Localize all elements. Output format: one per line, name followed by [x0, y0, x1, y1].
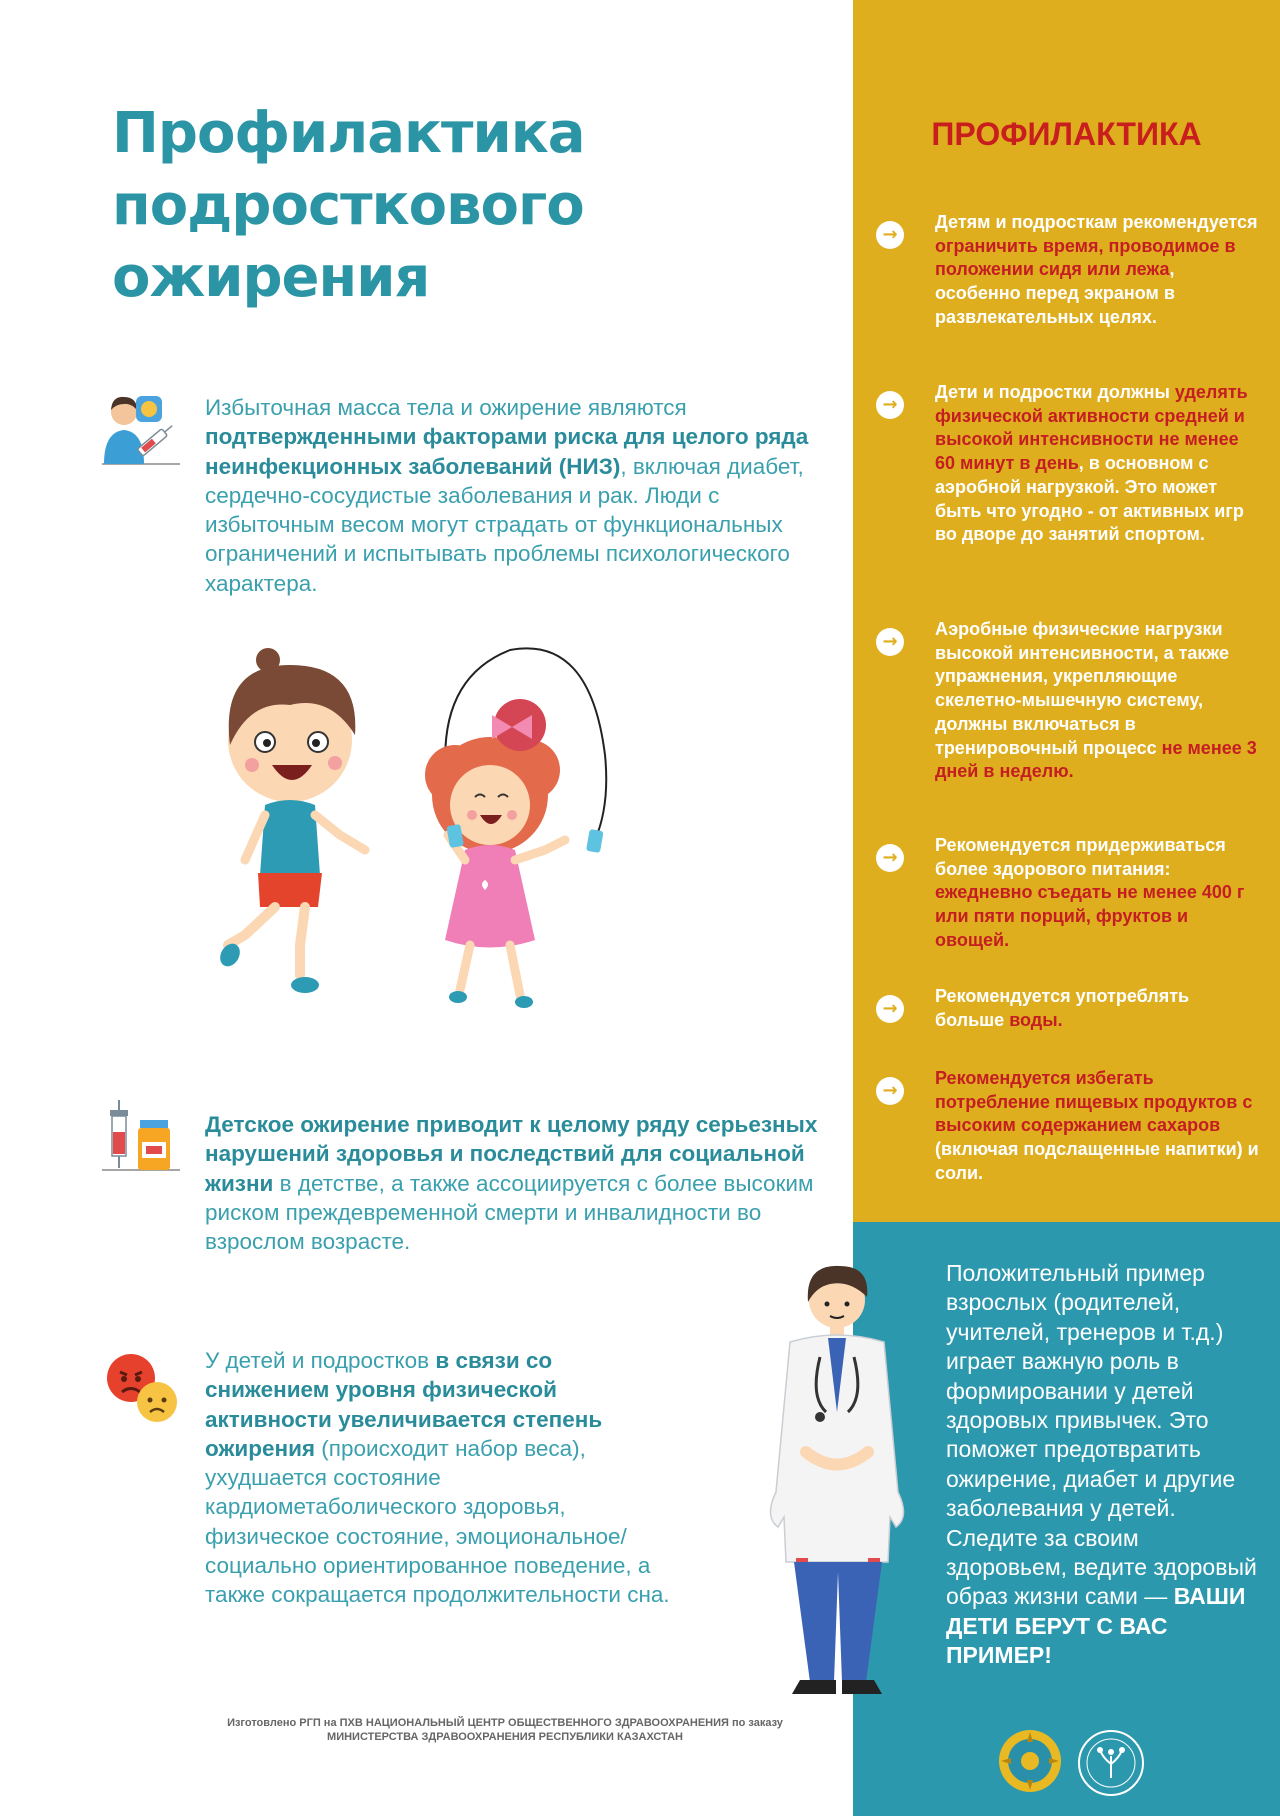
title-line-1: Профилактика — [112, 101, 585, 166]
tip-4: Рекомендуется придерживаться более здорового питания: ежедневно съедать не менее 400 г или пяти порций, фруктов и овощей. — [935, 835, 1245, 950]
title-line-3: ожирения — [112, 245, 430, 310]
doctor-vaccine-icon — [100, 392, 182, 466]
arrow-right-icon: → — [876, 844, 904, 872]
page-title — [112, 98, 812, 314]
doctor-illustration — [750, 1262, 930, 1708]
activity-paragraph: У детей и подростков в связи со снижением уровня физической активности увеличивается степень ожирения (происходит набор веса), ухудшается состояние кардиометаболического здоровья, физическое состояние, эмоциональное/социально ориентированное поведение, а также сокращается продолжительности сна. — [205, 1348, 670, 1608]
arrow-right-icon: → — [876, 391, 904, 419]
sidebar-prevention-panel — [853, 0, 1280, 1222]
sad-faces-icon — [105, 1352, 185, 1424]
intro-paragraph: Избыточная масса тела и ожирение являются подтвержденными факторами риска для целого ряда неинфекционных заболеваний (НИЗ), включая диабет, сердечно-сосудистые заболевания и рак. Люди с избыточным весом могут страдать от функциональных ограничений и испытывать проблемы психологического характера. — [205, 395, 809, 596]
consequences-paragraph: Детское ожирение приводит к целому ряду серьезных нарушений здоровья и последствий для социальной жизни в детстве, а также ассоциируется с более высоким риском преждевременной смерти и инвалидности во взрослом возрасте. — [205, 1112, 818, 1255]
arrow-right-icon: → — [876, 221, 904, 249]
title-line-2: подросткового — [112, 173, 584, 238]
sidebar-title: ПРОФИЛАКТИКА — [931, 116, 1202, 152]
example-text: Положительный пример взрослых (родителей, учителей, тренеров и т.д.) играет важную роль в формировании у детей здоровых привычек. Это поможет предотвратить ожирение, диабет и другие заболевания у детей. Следите за своим здоровьем, ведите здоровый образ жизни сами — ВАШИ ДЕТИ БЕРУТ С ВАС ПРИМЕР! — [946, 1260, 1257, 1669]
tip-2: Дети и подростки должны уделять физической активности средней и высокой интенсивности не менее 60 минут в день, в основном с аэробной нагрузкой. Это может быть что угодно - от активных игр во дворе до занятий спортом. — [935, 382, 1248, 545]
tip-6: Рекомендуется избегать потребление пищевых продуктов с высоким содержанием сахаров (включая подслащенные напитки) и соли. — [935, 1068, 1259, 1183]
footer-credit — [150, 1716, 860, 1744]
arrow-right-icon: → — [876, 628, 904, 656]
footer-line-1: Изготовлено РГП на ПХВ НАЦИОНАЛЬНЫЙ ЦЕНТР ОБЩЕСТВЕННОГО ЗДРАВООХРАНЕНИЯ по заказу — [227, 1717, 783, 1729]
tip-1: Детям и подросткам рекомендуется ограничить время, проводимое в положении сидя или лежа, особенно перед экраном в развлекательных целях. — [935, 212, 1258, 327]
arrow-right-icon: → — [876, 1077, 904, 1105]
tip-5: Рекомендуется употреблять больше воды. — [935, 986, 1190, 1030]
medicine-bottles-icon — [100, 1098, 182, 1172]
kazakhstan-emblem-icon — [997, 1728, 1063, 1794]
health-center-logo-icon — [1076, 1728, 1146, 1798]
footer-line-2: МИНИСТЕРСТВА ЗДРАВООХРАНЕНИЯ РЕСПУБЛИКИ КАЗАХСТАН — [327, 1731, 683, 1743]
arrow-right-icon: → — [876, 995, 904, 1023]
kids-illustration — [190, 645, 710, 1045]
tip-3: Аэробные физические нагрузки высокой интенсивности, а также упражнения, укрепляющие скелетно-мышечную систему, должны включаться в тренировочный процесс не менее 3 дней в неделю. — [935, 619, 1257, 782]
